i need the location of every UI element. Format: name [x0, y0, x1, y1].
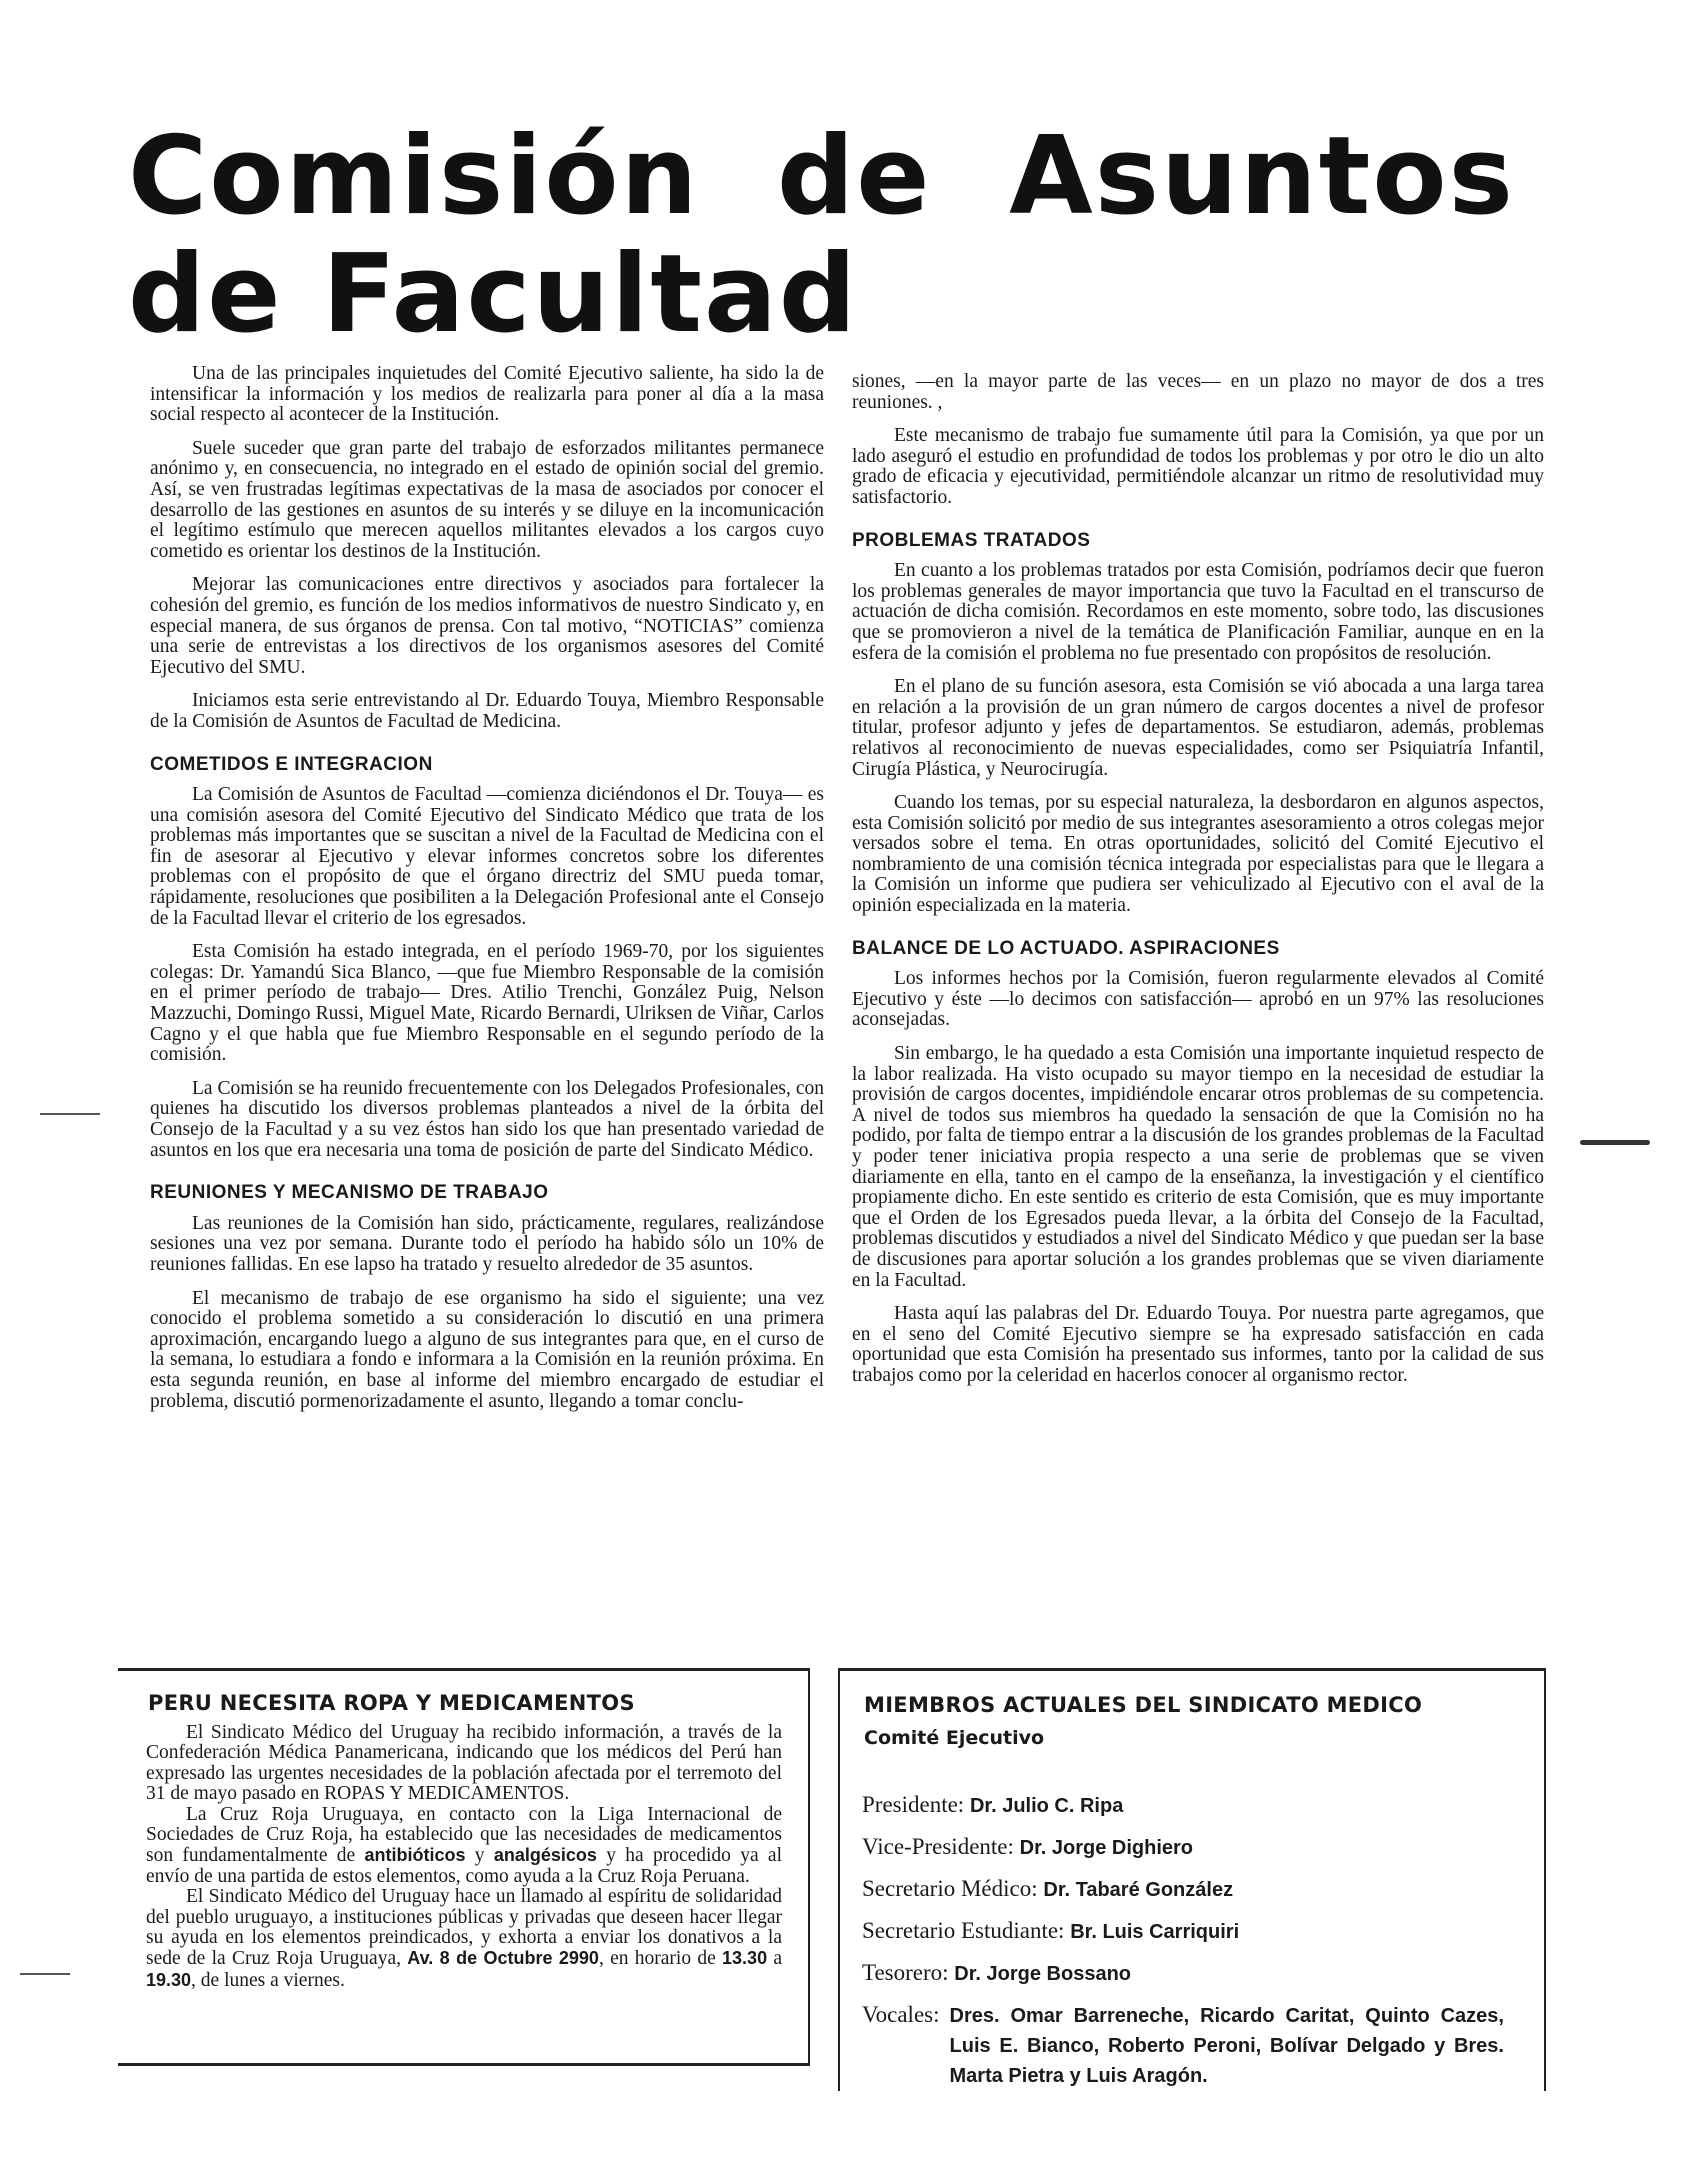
peru-paragraph: [146, 1805, 782, 1888]
article-paragraph: Cuando los temas, por su especial naturaleza, la desbordaron en algunos aspectos, esta Comisión solicitó por medio de sus integrantes asesoramiento a otros colegas mejor versados sobre el tema. En otras oportunidades, solicitó del Comité Ejecutivo el nombramiento de una comisión técnica integrada por especialistas para que le llegara a la Comisión un informe que pudiera ser vehiculizado al Ejecutivo con el aval de la opinión especializada en la materia.: [852, 792, 1544, 917]
article-title: [128, 114, 1515, 357]
peru-paragraph: El Sindicato Médico del Uruguay ha recibido información, a través de la Confederación Médica Panamericana, indicando que los médicos del Perú han expresado las urgentes necesidades de la población afectada por el terremoto del 31 de mayo pasado en ROPAS Y MEDICAMENTOS.: [146, 1722, 782, 1805]
article-paragraph: Una de las principales inquietudes del Comité Ejecutivo saliente, ha sido la de intensificar la información y los medios de realizarla para poner al día a la masa social respecto al acontecer de la Institución.: [150, 363, 824, 426]
members-box-subheading: Comité Ejecutivo: [864, 1727, 1045, 1749]
article-right-column: [852, 372, 1544, 1400]
scan-mark: [20, 1973, 70, 1975]
article-paragraph: En el plano de su función asesora, esta Comisión se vió abocada a una larga tarea en relación a la provisión de un gran número de cargos docentes a nivel de profesor titular, profesor adjunto y jefes de departamentos. Se estudiaron, además, problemas relativos al reconocimiento de nuevas especialidades, como ser Psiquiatría Infantil, Cirugía Plástica, y Neurocirugía.: [852, 676, 1544, 780]
peru-news-box: [118, 1668, 810, 2066]
article-paragraph: siones, —en la mayor parte de las veces— en un plazo no mayor de dos a tres reuniones. ,: [852, 371, 1544, 413]
article-left-column: [150, 364, 824, 1425]
article-paragraph: En cuanto a los problemas tratados por esta Comisión, podríamos decir que fueron los problemas generales de mayor importancia que tuvo la Facultad en el transcurso de actuación de dicha comisión. Recordamos en este momento, sobre todo, las discusiones que se promovieron a nivel de la temática de Planificación Familiar, aunque en en la esfera de la comisión el problema no fue presentado con propósitos de resolución.: [852, 560, 1544, 664]
text-run: El Sindicato Médico del Uruguay hace un llamado al espíritu de solidaridad del pueblo uruguayo, a instituciones públicas y privadas que deseen hacer llegar su ayuda en los elementos preindicados, y exhorta a enviar los donativos a la sede de la Cruz Roja Uruguaya,: [146, 1886, 782, 1970]
text-run: La Cruz Roja Uruguaya, en contacto con la Liga Internacional de Sociedades de Cruz Roja, ha establecido que las necesidades de medicamentos son fundamentalmente de: [146, 1803, 782, 1867]
section-heading: PROBLEMAS TRATADOS: [852, 529, 1091, 551]
bold-text: analgésicos: [493, 1845, 597, 1866]
article-paragraph: Este mecanismo de trabajo fue sumamente útil para la Comisión, ya que por un lado aseguró el estudio en profundidad de todos los problemas y por otro le dio un alto grado de eficacia y ejecutividad, permitiéndole alcanzar un ritmo de resolutividad muy satisfactorio.: [852, 425, 1544, 508]
peru-box-heading: PERU NECESITA ROPA Y MEDICAMENTOS: [148, 1691, 635, 1715]
member-role: [862, 1917, 1504, 1946]
section-heading: REUNIONES Y MECANISMO DE TRABAJO: [150, 1182, 549, 1204]
article-paragraph: La Comisión de Asuntos de Facultad —comienza diciéndonos el Dr. Touya— es una comisión asesora del Comité Ejecutivo del Sindicato Médico que trata de los problemas más importantes que se suscitan a nivel de la Facultad de Medicina con el fin de asesorar al Ejecutivo y elevar informes concretos sobre los diferentes problemas con el propósito de que el órgano directriz del SMU pueda tomar, rápidamente, resoluciones que posibiliten a la Delegación Profesional ante el Consejo de la Facultad llevar el criterio de los egresados.: [150, 784, 824, 929]
title-line-1: Comisión de Asuntos: [128, 114, 1515, 239]
role-label: Vice-Presidente:: [862, 1834, 1014, 1859]
scan-mark: [1580, 1140, 1650, 1145]
role-label: Tesorero:: [862, 1960, 949, 1985]
hours-start: 13.30: [722, 1948, 768, 1969]
member-name: Dr. Tabaré González: [1043, 1879, 1234, 1901]
article-paragraph: Hasta aquí las palabras del Dr. Eduardo Touya. Por nuestra parte agregamos, que en el seno del Comité Ejecutivo siempre se ha expresado satisfacción en cada oportunidad que esta Comisión ha presentado sus informes, tanto por la calidad de sus trabajos como por la celeridad en hacerlos conocer al organismo rector.: [852, 1303, 1544, 1386]
member-name: Dres. Omar Barreneche, Ricardo Caritat, Quinto Cazes, Luis E. Bianco, Roberto Peroni, Bolívar Delgado y Bres. Marta Pietra y Luis Aragón.: [949, 2005, 1504, 2087]
role-label: Presidente:: [862, 1792, 965, 1817]
article-paragraph: Iniciamos esta serie entrevistando al Dr. Eduardo Touya, Miembro Responsable de la Comisión de Asuntos de Facultad de Medicina.: [150, 690, 824, 732]
bold-text: antibióticos: [364, 1845, 466, 1866]
member-role: [862, 1959, 1504, 1988]
article-paragraph: Esta Comisión ha estado integrada, en el período 1969-70, por los siguientes colegas: Dr. Yamandú Sica Blanco, —que fue Miembro Responsable de la comisión en el primer período de trabajo— Dres. Atilio Trenchi, González Puig, Nelson Mazzuchi, Domingo Russi, Miguel Mate, Ricardo Bernardi, Ulriksen de Viñar, Carlos Cagno y el que habla que fue Miembro Responsable en el segundo período de la comisión.: [150, 941, 824, 1066]
text-run: , de lunes a viernes.: [191, 1969, 345, 1991]
member-role: [862, 1875, 1504, 1904]
member-role: [862, 2001, 1504, 2091]
member-name: Br. Luis Carriquiri: [1070, 1921, 1240, 1943]
section-heading: COMETIDOS E INTEGRACION: [150, 753, 433, 775]
title-line-2: de Facultad: [128, 232, 859, 357]
members-list: [862, 1791, 1504, 2091]
role-label: Secretario Estudiante:: [862, 1918, 1065, 1943]
peru-paragraph: [146, 1887, 782, 1991]
member-name: Dr. Julio C. Ripa: [969, 1795, 1124, 1817]
article-paragraph: El mecanismo de trabajo de ese organismo ha sido el siguiente; una vez conocido el problema sometido a su consideración lo discutió en una primera aproximación, encargando luego a alguno de sus integrantes para que, en el curso de la semana, lo estudiara a fondo e informara a la Comisión en la reunión próxima. En esta segunda reunión, en base al informe del miembro encargado de estudiar el problema, discutió pormenorizadamente el asunto, llegando a tomar conclu-: [150, 1287, 824, 1412]
text-run: y ha procedido ya al envío de una partida de estos elementos, como ayuda a la Cruz Roja Peruana.: [146, 1845, 783, 1887]
article-paragraph: Sin embargo, le ha quedado a esta Comisión una importante inquietud respecto de la labor realizada. Ha visto ocupado su mayor tiempo en la necesidad de estudiar la provisión de cargos docentes, impidiéndole encarar otros problemas de su competencia. A nivel de todos sus miembros ha quedado la sensación de que la Comisión no ha podido, por falta de tiempo entrar a la discusión de los grandes problemas de la Facultad y poder tener iniciativa propia respecto a una serie de problemas que se viven diariamente en ella, tanto en el campo de la enseñanza, la investigación y el científico propiamente dicho. En este sentido es criterio de esta Comisión, que es muy importante que el Orden de los Egresados pueda llevar, a la órbita del Consejo de la Facultad, problemas discutidos y estudiados a nivel del Sindicato Médico y que puedan ser la base de discusiones para aportar solución a los grandes problemas que se viven diariamente en la Facultad.: [852, 1043, 1544, 1291]
article-paragraph: Mejorar las comunicaciones entre directivos y asociados para fortalecer la cohesión del gremio, es función de los medios informativos de nuestro Sindicato y, en especial manera, de sus órganos de prensa. Con tal motivo, “NOTICIAS” comienza una serie de entrevistas a los directivos de los organismos asesores del Comité Ejecutivo del SMU.: [150, 574, 824, 678]
member-name: Dr. Jorge Bossano: [954, 1963, 1131, 1985]
members-box-heading: MIEMBROS ACTUALES DEL SINDICATO MEDICO: [864, 1693, 1423, 1717]
member-role: [862, 1791, 1504, 1820]
article-paragraph: Suele suceder que gran parte del trabajo de esforzados militantes permanece anónimo y, en consecuencia, no integrado en el estado de opinión social del gremio. Así, se ven frustradas legítimas expectativas de la masa de asociados por conocer el desarrollo de las gestiones en asuntos de su interés y se diluye en la incomunicación el legítimo estímulo que merecen aquellos militantes elevados a los cargos cuyo cometido es orientar los destinos de la Institución.: [150, 437, 824, 562]
article-paragraph: Los informes hechos por la Comisión, fueron regularmente elevados al Comité Ejecutivo y éste —lo decimos con satisfacción— aprobó en un 97% las resoluciones aconsejadas.: [852, 968, 1544, 1031]
member-name: Dr. Jorge Dighiero: [1019, 1837, 1194, 1859]
article-paragraph: Las reuniones de la Comisión han sido, prácticamente, regulares, realizándose sesiones una vez por semana. Durante todo el período ha habido sólo un 10% de reuniones fallidas. En ese lapso ha tratado y resuelto alrededor de 35 asuntos.: [150, 1212, 824, 1275]
hours-end: 19.30: [146, 1969, 192, 1990]
text-run: y: [465, 1845, 494, 1867]
member-role: [862, 1833, 1504, 1862]
text-run: , en horario de: [598, 1948, 723, 1970]
members-box: [838, 1668, 1546, 2091]
text-run: a: [767, 1948, 783, 1970]
role-label: Vocales:: [862, 2002, 940, 2027]
role-label: Secretario Médico:: [862, 1876, 1038, 1901]
section-heading: BALANCE DE LO ACTUADO. ASPIRACIONES: [852, 937, 1280, 959]
article-paragraph: La Comisión se ha reunido frecuentemente con los Delegados Profesionales, con quienes ha discutido los diversos problemas planteados a nivel de la órbita del Consejo de la Facultad y a su vez éstos han sido los que han presentado variedad de asuntos en los que era necesaria una toma de posición de parte del Sindicato Médico.: [150, 1077, 824, 1161]
scan-mark: [40, 1113, 100, 1115]
address-text: Av. 8 de Octubre 2990: [407, 1948, 599, 1969]
